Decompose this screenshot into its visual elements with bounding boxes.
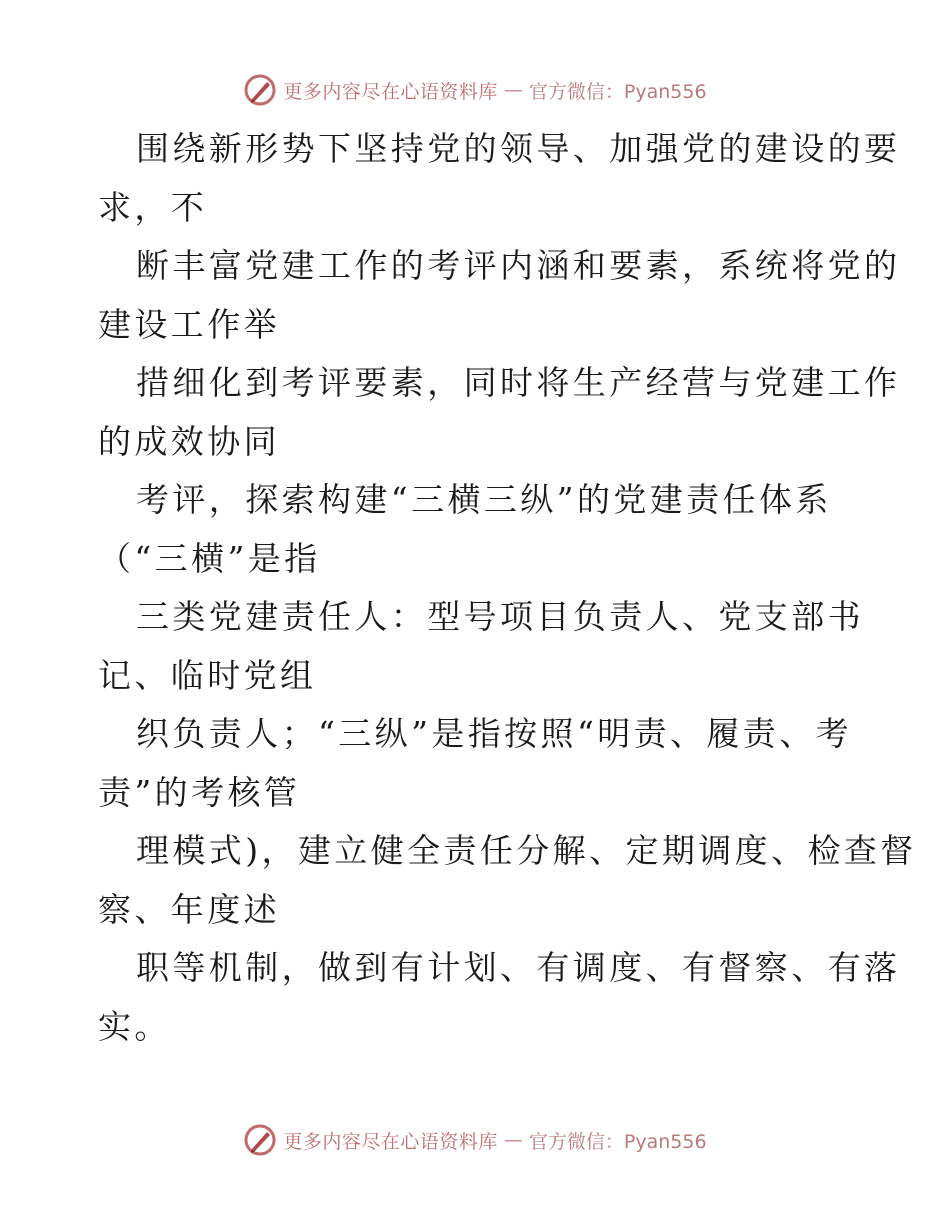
paragraph-line: 的成效协同	[98, 421, 280, 461]
paragraph-line: 措细化到考评要素，同时将生产经营与党建工作	[136, 363, 901, 402]
paragraph-line: 三类党建责任人：型号项目负责人、党支部书	[136, 597, 864, 636]
paragraph-line: 围绕新形势下坚持党的领导、加强党的建设的要	[136, 129, 901, 168]
footer-watermark	[0, 1120, 950, 1160]
paragraph	[98, 120, 901, 237]
paragraph-line: 求，不	[98, 187, 208, 227]
watermark-wechat: 官方微信：Pyan556	[528, 80, 707, 103]
paragraph-line: 织负责人；“三纵”是指按照“明责、履责、考	[136, 714, 853, 753]
paragraph-line: 理模式)，建立健全责任分解、定期调度、检查督	[136, 831, 917, 870]
header-watermark	[0, 70, 950, 110]
paragraph-line: 建设工作举	[98, 304, 280, 344]
watermark-separator: —	[503, 1129, 523, 1151]
paragraph	[98, 237, 901, 354]
watermark-separator: —	[503, 79, 523, 101]
paragraph-line: 察、年度述	[98, 889, 280, 929]
paragraph	[98, 705, 858, 822]
paragraph-line: 考评，探索构建“三横三纵”的党建责任体系	[136, 480, 832, 519]
pen-logo-icon	[243, 73, 277, 107]
paragraph	[98, 471, 858, 588]
paragraph-line: 实。	[98, 1006, 171, 1046]
paragraph-line: 断丰富党建工作的考评内涵和要素，系统将党的	[136, 246, 901, 285]
document-body	[98, 120, 917, 1056]
paragraph-line: （“三横”是指	[98, 538, 321, 578]
watermark-wechat: 官方微信：Pyan556	[528, 1130, 707, 1153]
watermark-text: 更多内容尽在心语资料库	[283, 80, 498, 103]
pen-logo-icon	[243, 1123, 277, 1157]
paragraph	[98, 939, 901, 1056]
paragraph	[98, 588, 864, 705]
watermark-text: 更多内容尽在心语资料库	[283, 1130, 498, 1153]
paragraph-line: 记、临时党组	[98, 655, 317, 695]
paragraph-line: 职等机制，做到有计划、有调度、有督察、有落	[136, 948, 901, 987]
paragraph	[98, 354, 901, 471]
paragraph	[98, 822, 917, 939]
paragraph-line: 责”的考核管	[98, 772, 301, 812]
